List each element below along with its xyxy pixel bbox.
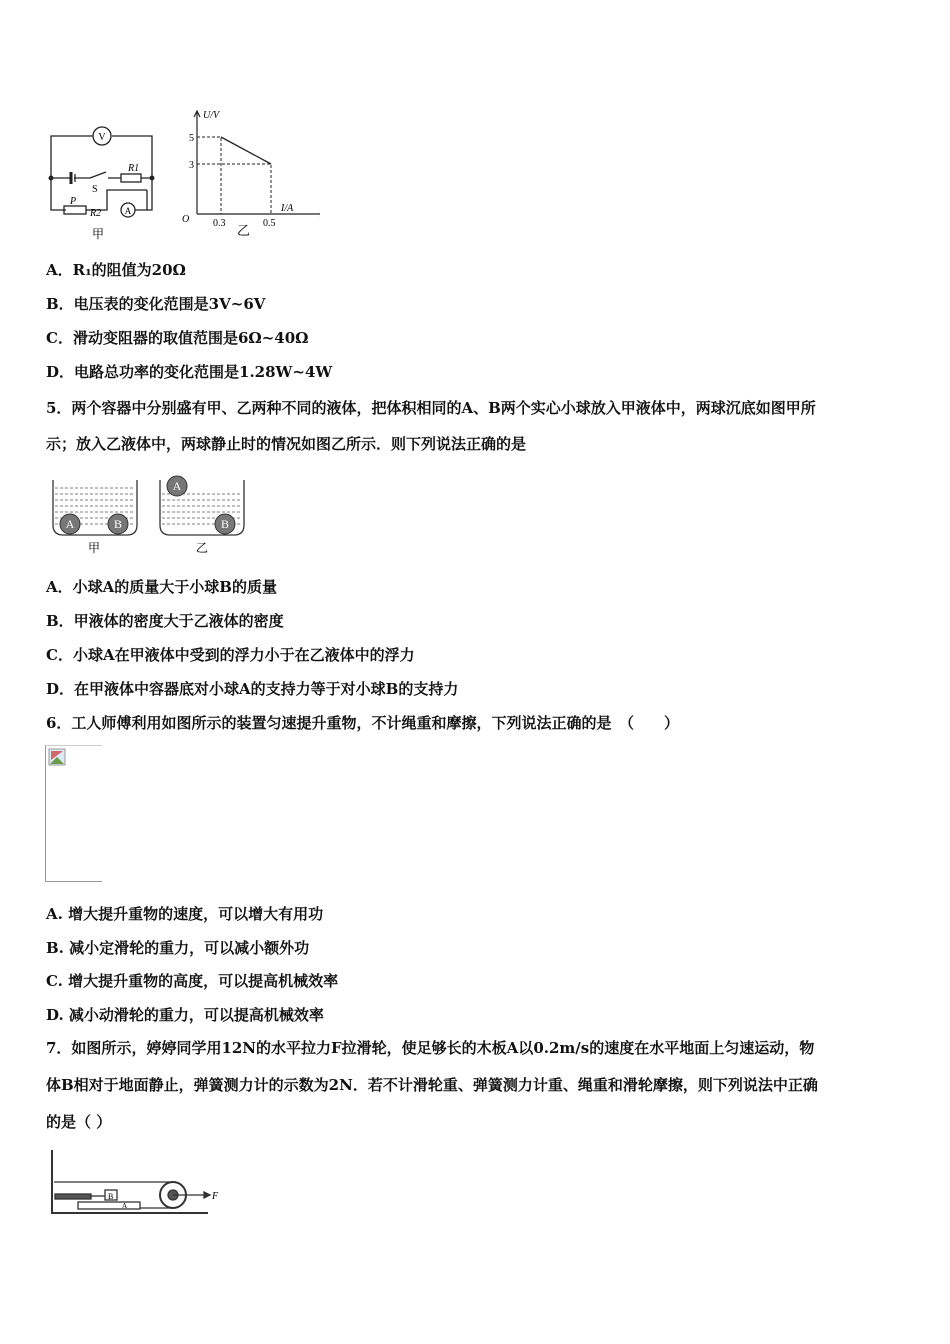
ball-b-yi: B	[220, 517, 230, 531]
q7-stem-line2: 体B相对于地面静止，弹簧测力计的示数为2N．若不计滑轮重、弹簧测力计重、绳重和滑轮摩擦，则下列说法中正确	[46, 1076, 818, 1094]
circuit-and-graph-figure	[40, 100, 320, 250]
ball-a-yi: A	[172, 479, 182, 493]
p-label: P	[70, 196, 77, 207]
y-tick-3: 3	[189, 160, 194, 171]
ball-b-jia: B	[113, 517, 123, 531]
container-label-jia: 甲	[88, 541, 101, 555]
q6-stem: 6．工人师傅利用如图所示的装置匀速提升重物，不计绳重和摩擦，下列说法正确的是 （ ）	[46, 714, 679, 732]
voltmeter-label: V	[98, 132, 106, 143]
q4-option-a: A．R₁的阻值为20Ω	[46, 261, 186, 279]
force-f-label: F	[212, 1191, 219, 1202]
ammeter-label: A	[124, 206, 132, 216]
containers-figure	[45, 470, 255, 560]
q6-option-d: D. 减小动滑轮的重力，可以提高机械效率	[46, 1006, 324, 1024]
q6-option-c: C. 增大提升重物的高度，可以提高机械效率	[46, 972, 339, 990]
container-label-yi: 乙	[196, 541, 209, 555]
q7-stem-line1: 7．如图所示，婷婷同学用12N的水平拉力F拉滑轮，使足够长的木板A以0.2m/s的速度在水平地面上匀速运动，物	[46, 1039, 815, 1057]
pulley-board-figure	[40, 1145, 240, 1220]
broken-image-placeholder	[45, 745, 102, 882]
figure-label-yi: 乙	[237, 223, 251, 238]
q5-option-b: B．甲液体的密度大于乙液体的密度	[46, 612, 284, 630]
y-tick-5: 5	[189, 133, 194, 144]
q5-stem-line2: 示；放入乙液体中，两球静止时的情况如图乙所示．则下列说法正确的是	[46, 435, 527, 453]
q7-stem-line3: 的是（ ）	[46, 1113, 112, 1131]
q5-option-d: D．在甲液体中容器底对小球A的支持力等于对小球B的支持力	[46, 680, 459, 698]
origin-label: O	[182, 214, 190, 225]
x-tick-0.3: 0.3	[213, 218, 226, 229]
x-tick-0.5: 0.5	[263, 218, 276, 229]
q5-option-a: A．小球A的质量大于小球B的质量	[46, 578, 277, 596]
r2-label: R2	[90, 208, 102, 219]
q4-option-d: D．电路总功率的变化范围是1.28W~4W	[46, 363, 333, 381]
x-axis-label: I/A	[281, 203, 294, 214]
board-a-label: A	[122, 1202, 128, 1210]
q5-stem-line1: 5．两个容器中分别盛有甲、乙两种不同的液体，把体积相同的A、B两个实心小球放入甲液体中，两球沉底如图甲所	[46, 399, 816, 417]
broken-image-icon	[48, 748, 66, 766]
u-i-graph	[194, 111, 320, 217]
q4-option-c: C．滑动变阻器的取值范围是6Ω~40Ω	[46, 329, 309, 347]
figure-label-jia: 甲	[92, 227, 105, 241]
q6-option-b: B. 减小定滑轮的重力，可以减小额外功	[46, 939, 310, 957]
block-b-label: B	[108, 1192, 114, 1201]
q5-option-c: C．小球A在甲液体中受到的浮力小于在乙液体中的浮力	[46, 646, 415, 664]
r1-label: R1	[128, 163, 140, 174]
switch-label: S	[92, 184, 98, 195]
y-axis-label: U/V	[203, 110, 220, 121]
q4-option-b: B．电压表的变化范围是3V~6V	[46, 295, 266, 313]
ball-a-jia: A	[65, 517, 75, 531]
q6-option-a: A. 增大提升重物的速度，可以增大有用功	[46, 905, 324, 923]
